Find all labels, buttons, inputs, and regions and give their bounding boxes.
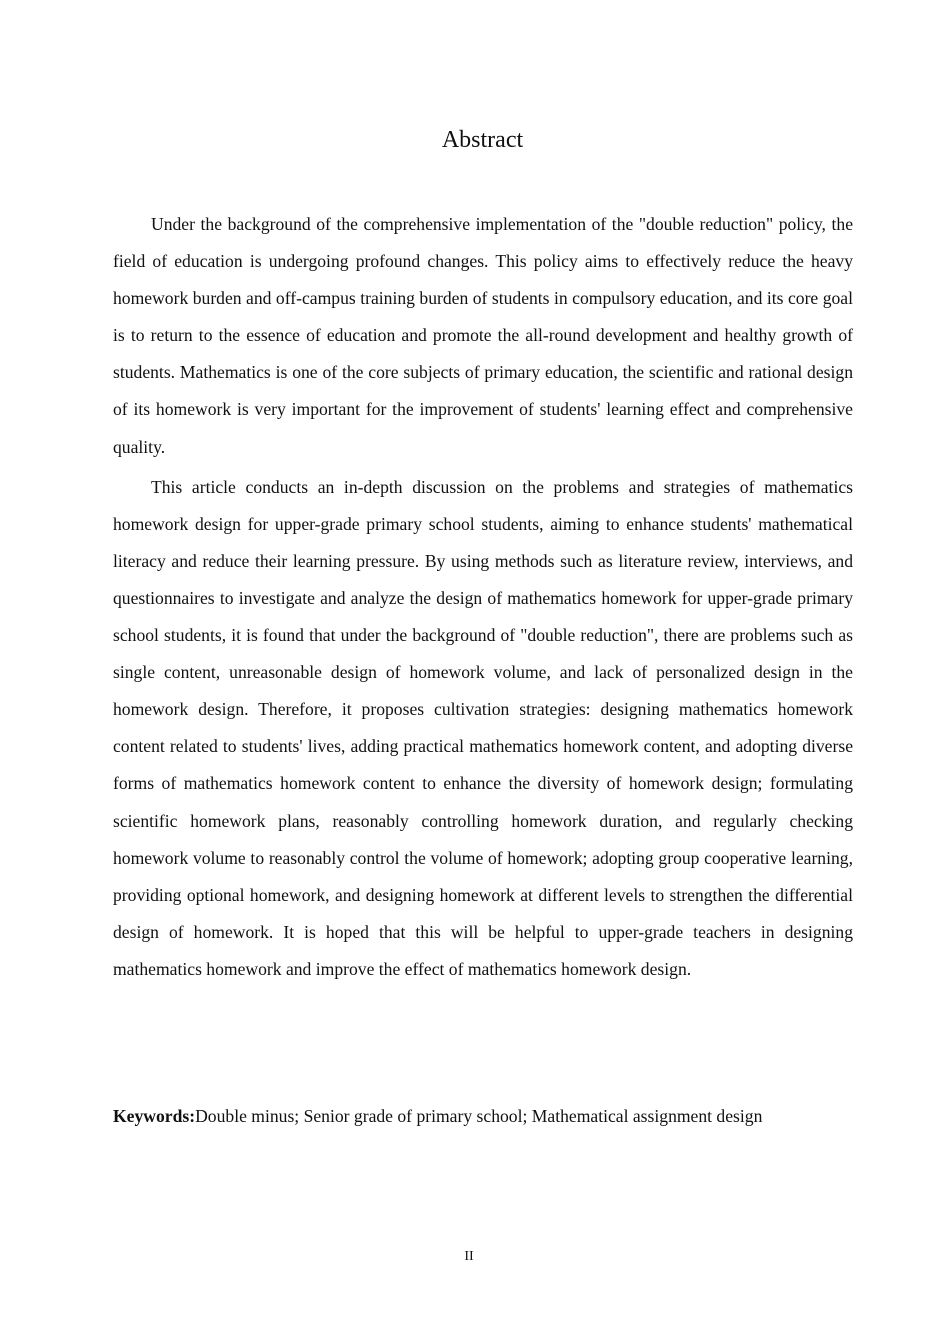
abstract-paragraph-2: This article conducts an in-depth discussion on the problems and strategies of mathematics homework design for upper-grade primary school students, aiming to enhance students' mathematical literacy and reduce their learning pressure. By using methods such as literature review, interviews, and questionnaires to investigate and analyze the design of mathematics homework for upper-grade primary school students, it is found that under the background of "double reduction", there are problems such as single content, unreasonable design of homework volume, and lack of personalized design in the homework design. Therefore, it proposes cultivation strategies: designing mathematics homework content related to students' lives, adding practical mathematics homework content, and adopting diverse forms of mathematics homework content to enhance the diversity of homework design; formulating scientific homework plans, reasonably controlling homework duration, and regularly checking homework volume to reasonably control the volume of homework; adopting group cooperative learning, providing optional homework, and designing homework at different levels to strengthen the differential design of homework. It is hoped that this will be helpful to upper-grade teachers in designing mathematics homework and improve the effect of mathematics homework design. [113, 476, 853, 979]
keywords-label: Keywords: [113, 1106, 196, 1126]
keywords-line [113, 1101, 873, 1131]
abstract-title: Abstract [441, 127, 524, 153]
keywords-text: Double minus; Senior grade of primary school; Mathematical assignment design [195, 1106, 763, 1126]
page-number: II [464, 1249, 474, 1264]
abstract-paragraph-1: Under the background of the comprehensive implementation of the "double reduction" policy, the field of education is undergoing profound changes. This policy aims to effectively reduce the heavy homework burden and off-campus training burden of students in compulsory education, and its core goal is to return to the essence of education and promote the all-round development and healthy growth of students. Mathematics is one of the core subjects of primary education, the scientific and rational design of its homework is very important for the improvement of students' learning effect and comprehensive quality. [113, 214, 853, 457]
abstract-body [113, 206, 853, 991]
